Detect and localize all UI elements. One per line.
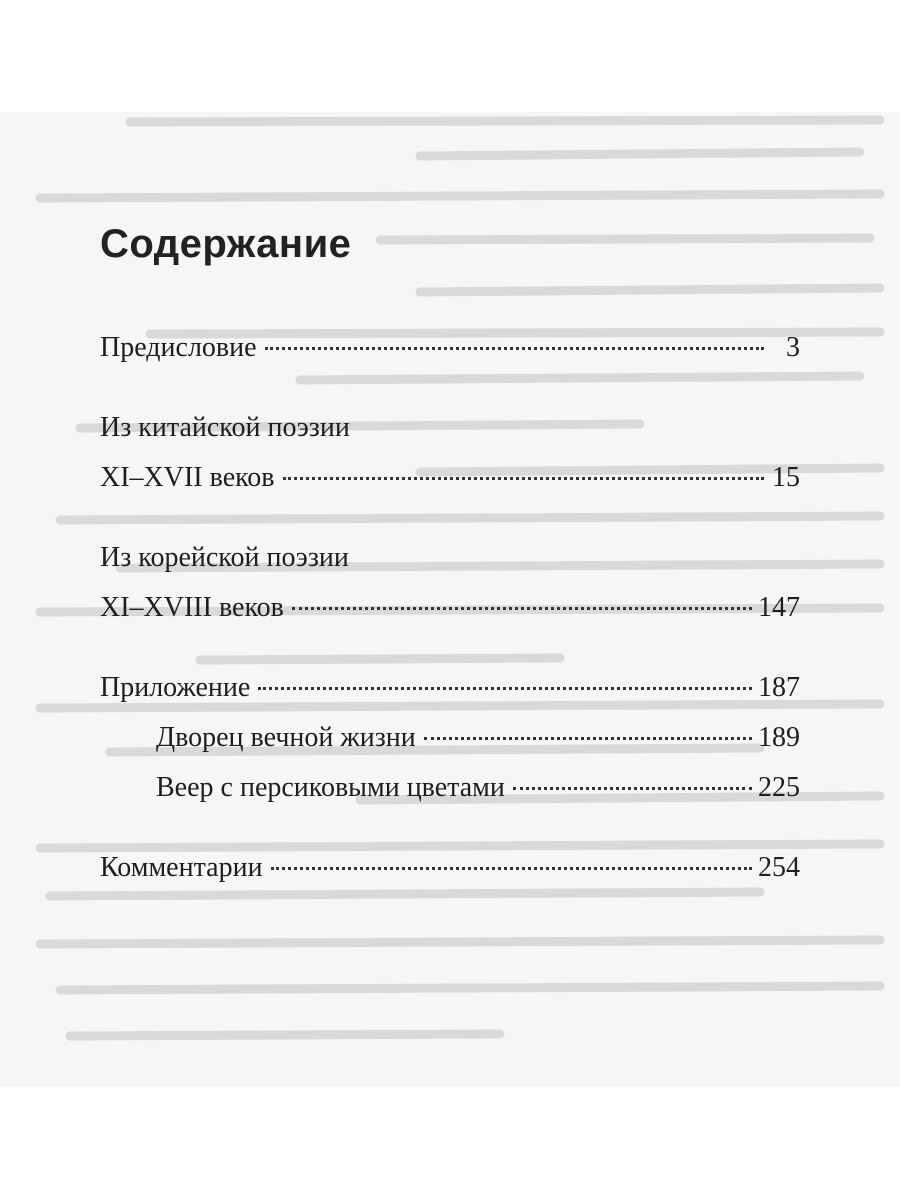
- dot-leader: [513, 787, 752, 790]
- toc-page-number: 3: [786, 332, 800, 363]
- toc-entry-title: Из корейской поэзии: [100, 542, 349, 573]
- toc-entry: [100, 843, 800, 893]
- toc-subentry: [100, 763, 800, 813]
- dot-leader: [424, 737, 752, 740]
- dot-leader: [258, 687, 752, 690]
- dot-leader: [265, 347, 764, 350]
- toc-entry-title-continued: XI–XVIII веков: [100, 592, 284, 623]
- toc-entry: [100, 533, 800, 633]
- table-of-contents: [100, 323, 800, 893]
- toc-page-number: 187: [758, 672, 800, 703]
- dot-leader: [283, 477, 764, 480]
- toc-entry-title: Дворец вечной жизни: [156, 722, 416, 753]
- dot-leader: [271, 867, 752, 870]
- toc-page-number: 189: [758, 722, 800, 753]
- toc-subentry: [100, 713, 800, 763]
- toc-page-number: 254: [758, 852, 800, 883]
- toc-entry: [100, 323, 800, 373]
- toc-entry-title: Веер с персиковыми цветами: [156, 772, 505, 803]
- toc-entry-title-continued: XI–XVII веков: [100, 462, 275, 493]
- toc-entry: [100, 663, 800, 713]
- toc-entry-title: Из китайской поэзии: [100, 412, 350, 443]
- toc-page-number: 15: [772, 462, 800, 493]
- dot-leader: [292, 607, 752, 610]
- toc-entry-title: Приложение: [100, 672, 251, 703]
- toc-entry-title: Предисловие: [100, 332, 257, 363]
- toc-page-number: 147: [758, 592, 800, 623]
- toc-entry: [100, 403, 800, 503]
- toc-entry-title: Комментарии: [100, 852, 263, 883]
- toc-page-number: 225: [758, 772, 800, 803]
- page-title: Содержание: [100, 222, 352, 266]
